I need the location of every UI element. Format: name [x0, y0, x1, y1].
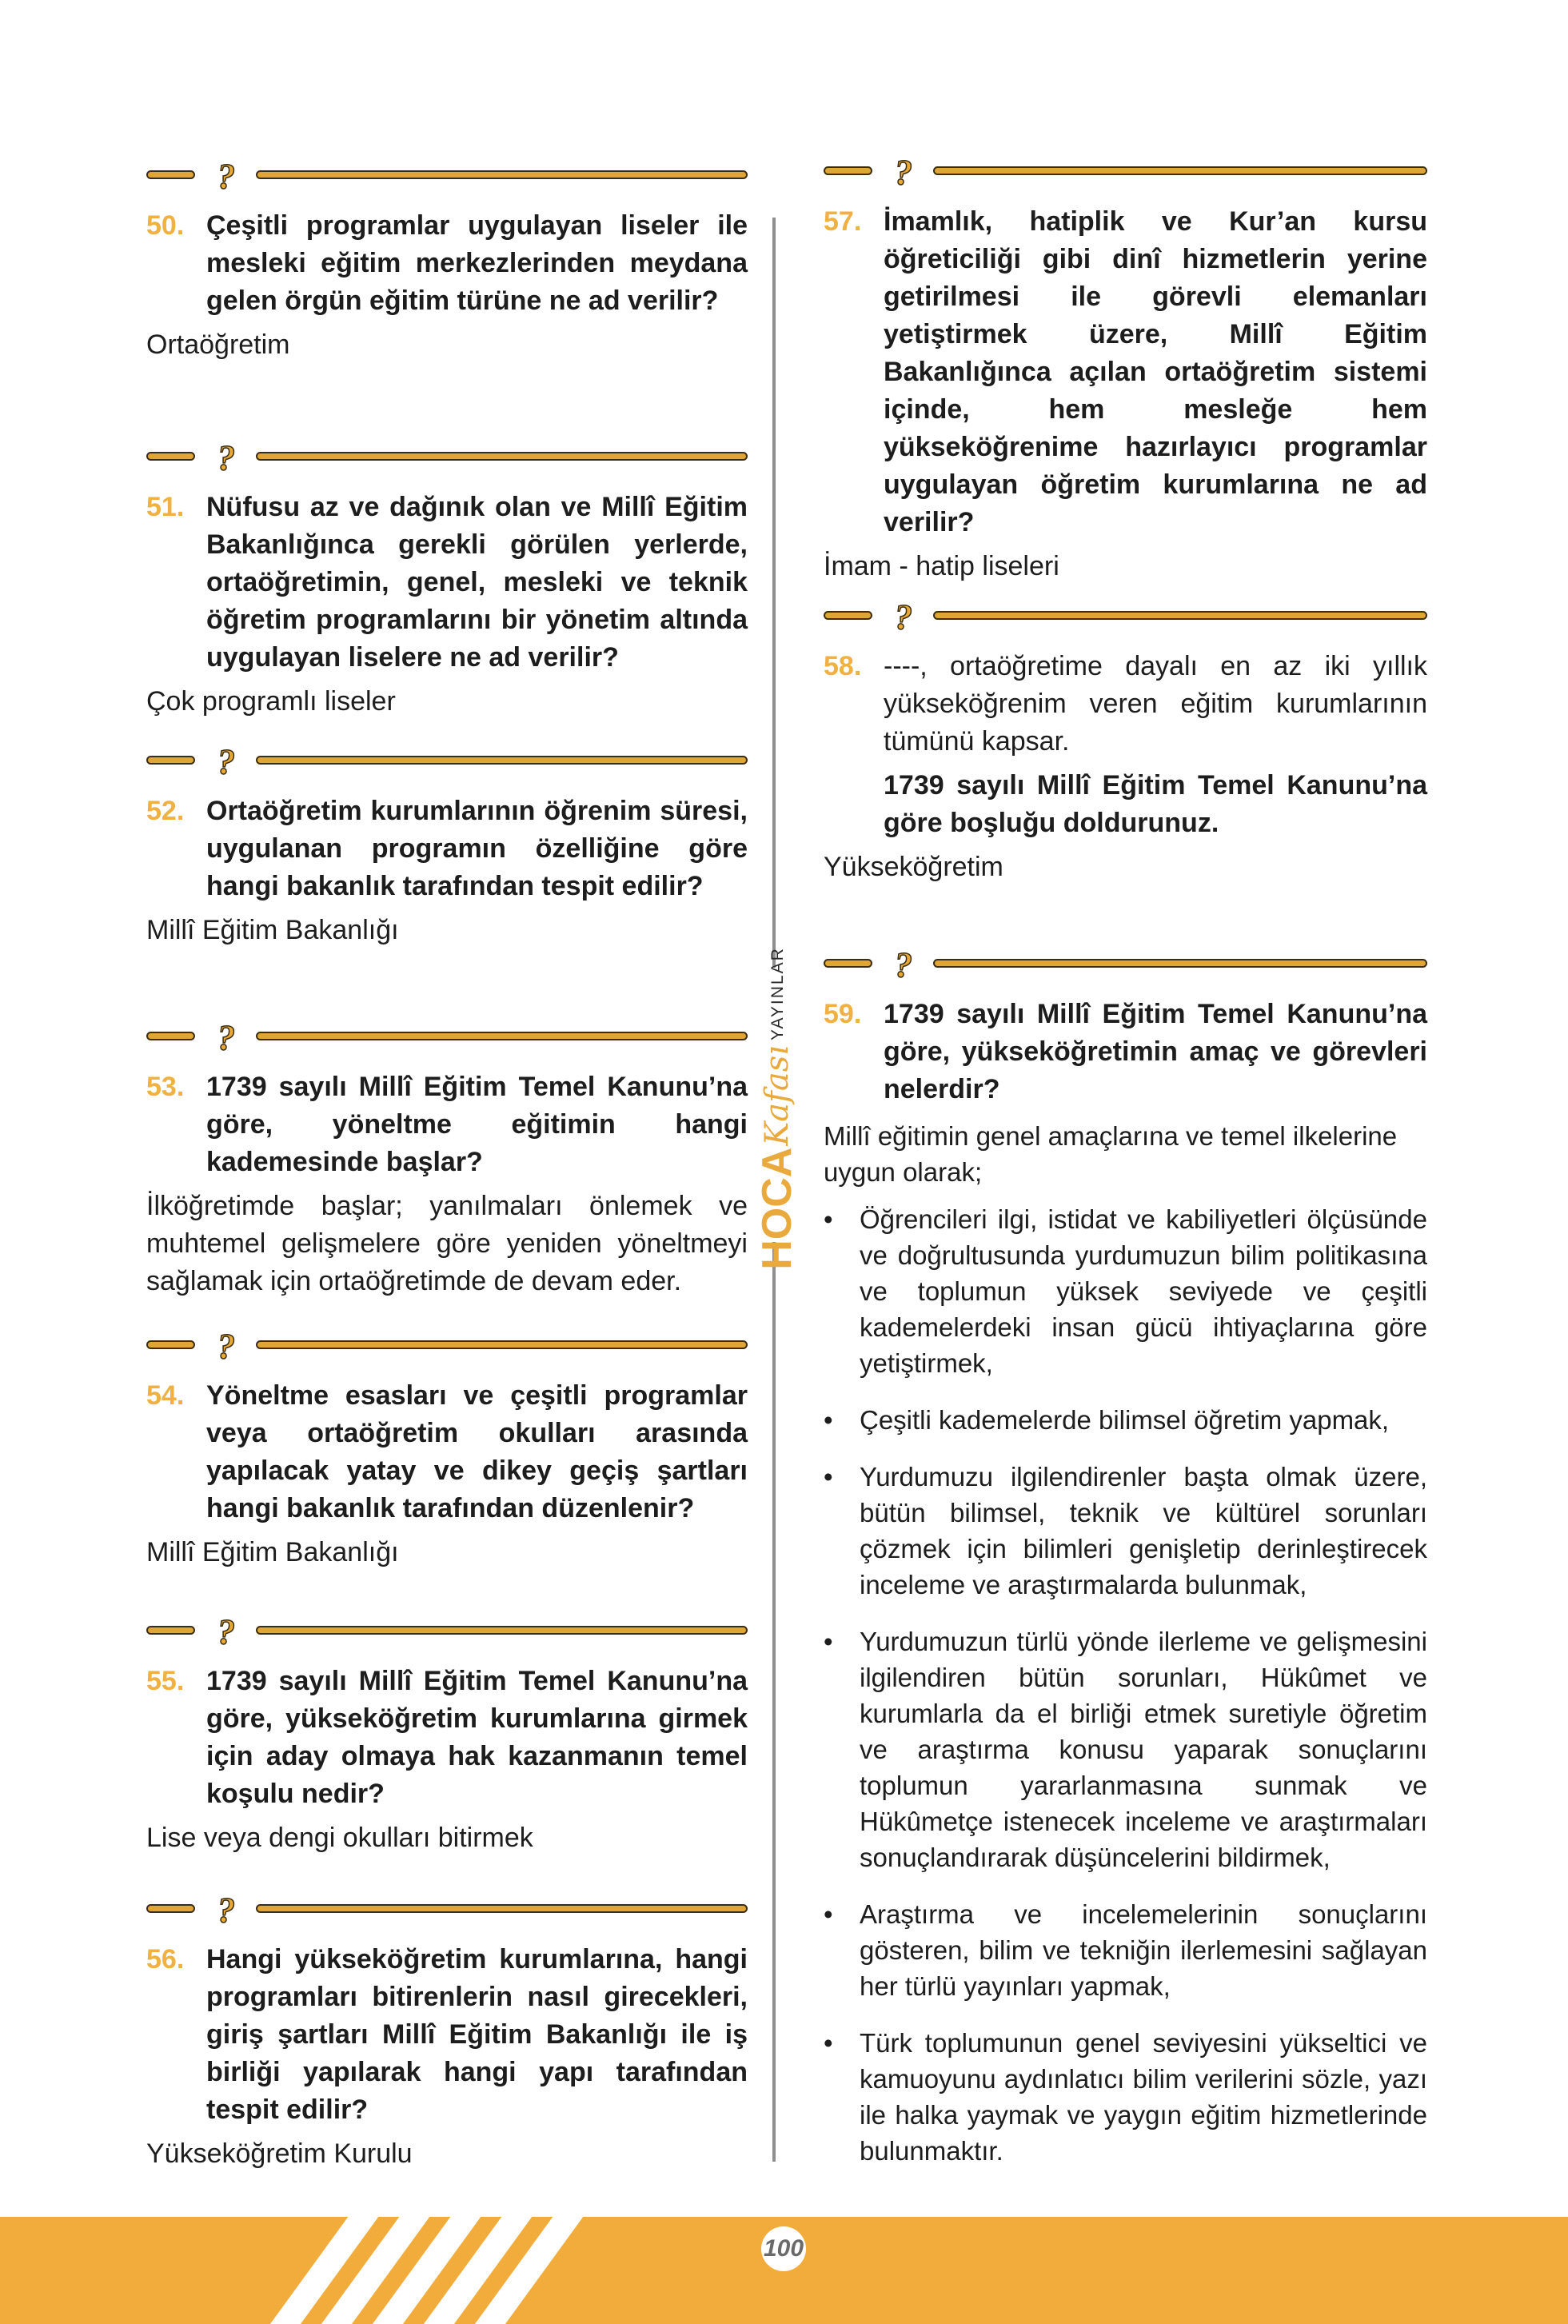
bullet-text: Yurdumuzun türlü yönde ilerleme ve gelişmesini ilgilendiren bütün sorunları, Hükûmet ve kurumlarla da el birliği etmek suretiyle öğretim ve araştırma konusu yaparak sonuçlarını toplumun yararlanmasına sunmak ve Hükûmetçe istenecek inceleme ve araştırmaları sonuçlandırarak düşüncelerini bildirmek, — [860, 1627, 1427, 1872]
brand-hoca: HOCA — [754, 1147, 800, 1270]
separator — [824, 153, 1427, 192]
question-text: 1739 sayılı Millî Eğitim Temel Kanunu’na göre, yöneltme eğitimin hangi kademesinde başlar? — [206, 1072, 748, 1177]
question-text: Çeşitli programlar uygulayan liseler ile mesleki eğitim merkezlerinden meydana gelen örgün eğitim türüne ne ad verilir? — [206, 210, 748, 316]
long-rule — [256, 756, 748, 765]
question-mark-icon: ? — [217, 742, 235, 781]
bullet-dot: • — [824, 2028, 833, 2058]
question-mark-icon: ? — [217, 1018, 235, 1057]
question-block-54 — [146, 1328, 748, 1571]
question-mark-icon: ? — [895, 597, 912, 637]
question-block-57 — [824, 154, 1427, 585]
separator — [146, 1612, 748, 1651]
page-number: 100 — [763, 2235, 804, 2262]
bullet-item — [824, 1896, 1427, 2004]
long-rule — [256, 1032, 748, 1040]
long-rule — [256, 170, 748, 179]
question-mark-icon: ? — [217, 1612, 235, 1651]
brand-logo — [749, 947, 805, 1270]
bullet-dot: • — [824, 1627, 833, 1656]
short-rule — [824, 166, 872, 175]
long-rule — [256, 1340, 748, 1349]
short-rule — [146, 1626, 195, 1635]
separator — [824, 945, 1427, 984]
question-number: 55. — [146, 1666, 185, 1696]
question-block-59 — [824, 946, 1427, 2190]
separator — [146, 1891, 748, 1930]
separator — [146, 1018, 748, 1057]
brand-yayinlar: YAYINLAR — [768, 947, 787, 1040]
column-divider — [772, 1242, 776, 2162]
question-mark-icon: ? — [217, 438, 235, 477]
separator — [824, 597, 1427, 637]
short-rule — [824, 611, 872, 620]
bullet-text: Öğrencileri ilgi, istidat ve kabiliyetleri ölçüsünde ve doğrultusunda yurdumuzun bilim politikasına ve toplumun yüksek seviyede ve çeşitli kademelerdeki insan gücü ihtiyaçlarına göre yetiştirmek, — [860, 1204, 1427, 1378]
bullet-item — [824, 1459, 1427, 1603]
column-divider — [772, 218, 776, 968]
question-text: 1739 sayılı Millî Eğitim Temel Kanunu’na göre, yükseköğretimin amaç ve görevleri nelerdir? — [884, 999, 1427, 1104]
question-block-56 — [146, 1891, 748, 2173]
short-rule — [146, 756, 195, 765]
question-mark-icon: ? — [217, 1327, 235, 1366]
bullet-item — [824, 1201, 1427, 1381]
short-rule — [146, 1032, 195, 1040]
question-number: 57. — [824, 206, 862, 237]
question-text: Yöneltme esasları ve çeşitli programlar veya ortaöğretim okulları arasında yapılacak yatay ve dikey geçiş şartları hangi bakanlık tarafından düzenlenir? — [206, 1380, 748, 1523]
bullet-dot: • — [824, 1899, 833, 1929]
separator — [146, 1327, 748, 1366]
answer-text: Millî Eğitim Bakanlığı — [146, 915, 399, 945]
question-number: 50. — [146, 210, 185, 241]
bullet-dot: • — [824, 1204, 833, 1234]
long-rule — [933, 166, 1427, 175]
question-block-50 — [146, 158, 748, 364]
bullet-text: Türk toplumunun genel seviyesini yükseltici ve kamuoyunu aydınlatıcı bilim verilerini sözle, yazı ile halka yaymak ve yaygın eğitim hizmetlerinde bulunmaktır. — [860, 2028, 1427, 2166]
bullet-item — [824, 2025, 1427, 2169]
answer-text: Millî Eğitim Bakanlığı — [146, 1537, 399, 1567]
answer-text: İlköğretimde başlar; yanılmaları önlemek ve muhtemel gelişmelere göre yeniden yöneltmeyi sağlamak için ortaöğretimde de devam eder. — [146, 1191, 748, 1296]
separator — [146, 742, 748, 781]
question-number: 59. — [824, 999, 862, 1029]
question-mark-icon: ? — [217, 1891, 235, 1930]
answer-text: Lise veya dengi okulları bitirmek — [146, 1823, 533, 1853]
question-number: 56. — [146, 1944, 185, 1975]
question-block-53 — [146, 1019, 748, 1300]
separator — [146, 157, 748, 196]
brand-kafasi: Kafası — [759, 1044, 796, 1146]
long-rule — [256, 1904, 748, 1913]
bullet-text: Araştırma ve incelemelerinin sonuçlarını gösteren, bilim ve tekniğin ilerlemesini sağlayan her türlü yayınları yapmak, — [860, 1899, 1427, 2001]
question-number: 53. — [146, 1072, 185, 1102]
question-text: İmamlık, hatiplik ve Kur’an kursu öğreticiliği gibi dinî hizmetlerin yerine getirilmesi ile görevli elemanları yetiştirmek üzere, Millî Eğitim Bakanlığınca açılan ortaöğretim sistemi içinde, hem mesleğe hem yükseköğrenime hazırlayıcı programlar uygulayan öğretim kurumlarına ne ad verilir? — [884, 206, 1427, 537]
question-text: Ortaöğretim kurumlarının öğrenim süresi, uygulanan programın özelliğine göre hangi bakanlık tarafından tespit edilir? — [206, 796, 748, 901]
page-number-badge — [761, 2226, 806, 2271]
answer-text: Yükseköğretim — [824, 852, 1003, 882]
question-number: 52. — [146, 796, 185, 826]
question-number: 58. — [824, 651, 862, 681]
short-rule — [146, 452, 195, 461]
question-mark-icon: ? — [217, 157, 235, 196]
answer-text: Yükseköğretim Kurulu — [146, 2138, 413, 2169]
question-number-spacer — [824, 767, 884, 842]
long-rule — [256, 452, 748, 461]
question-text: 1739 sayılı Millî Eğitim Temel Kanunu’na göre, yükseköğretim kurumlarına girmek için aday olmaya hak kazanmanın temel koşulu nedir? — [206, 1666, 748, 1809]
bullet-item — [824, 1402, 1427, 1438]
question-block-51 — [146, 439, 748, 721]
bullet-dot: • — [824, 1462, 833, 1491]
answer-text: İmam - hatip liseleri — [824, 551, 1059, 581]
bullet-dot: • — [824, 1405, 833, 1435]
bullet-text: Çeşitli kademelerde bilimsel öğretim yapmak, — [860, 1405, 1390, 1435]
short-rule — [146, 1340, 195, 1349]
question-mark-icon: ? — [895, 153, 912, 192]
question-mark-icon: ? — [895, 945, 912, 984]
question-number: 51. — [146, 492, 185, 522]
answer-intro: Millî eğitimin genel amaçlarına ve temel ilkelerine uygun olarak; — [824, 1121, 1398, 1187]
question-instruction: 1739 sayılı Millî Eğitim Temel Kanunu’na göre boşluğu doldurunuz. — [884, 770, 1427, 838]
answer-text: Ortaöğretim — [146, 329, 290, 360]
long-rule — [256, 1626, 748, 1635]
question-text: Nüfusu az ve dağınık olan ve Millî Eğitim Bakanlığınca gerekli görülen yerlerde, ortaöğretimin, genel, mesleki ve teknik öğretim programlarını bir yönetim altında uygulayan liselere ne ad verilir? — [206, 492, 748, 673]
question-number: 54. — [146, 1380, 185, 1411]
question-block-55 — [146, 1613, 748, 1857]
short-rule — [146, 170, 195, 179]
separator — [146, 438, 748, 477]
bullet-list — [824, 1201, 1427, 2169]
bullet-item — [824, 1623, 1427, 1875]
question-text: Hangi yükseköğretim kurumlarına, hangi programları bitirenlerin nasıl girecekleri, giriş şartları Millî Eğitim Bakanlığı ile iş birliği yapılarak hangi yapı tarafından tespit edilir? — [206, 1944, 748, 2125]
short-rule — [146, 1904, 195, 1913]
question-block-52 — [146, 743, 748, 949]
question-block-58 — [824, 598, 1427, 886]
long-rule — [933, 611, 1427, 620]
long-rule — [933, 959, 1427, 968]
short-rule — [824, 959, 872, 968]
question-fill-text: ----, ortaöğretime dayalı en az iki yıllık yükseköğrenim veren eğitim kurumlarının tümünü kapsar. — [884, 651, 1427, 757]
bullet-text: Yurdumuzu ilgilendirenler başta olmak üzere, bütün bilimsel, teknik ve kültürel sorunları çözmek için bilimleri genişletip derinleştirecek inceleme ve araştırmalarda bulunmak, — [860, 1462, 1427, 1599]
answer-text: Çok programlı liseler — [146, 686, 396, 717]
